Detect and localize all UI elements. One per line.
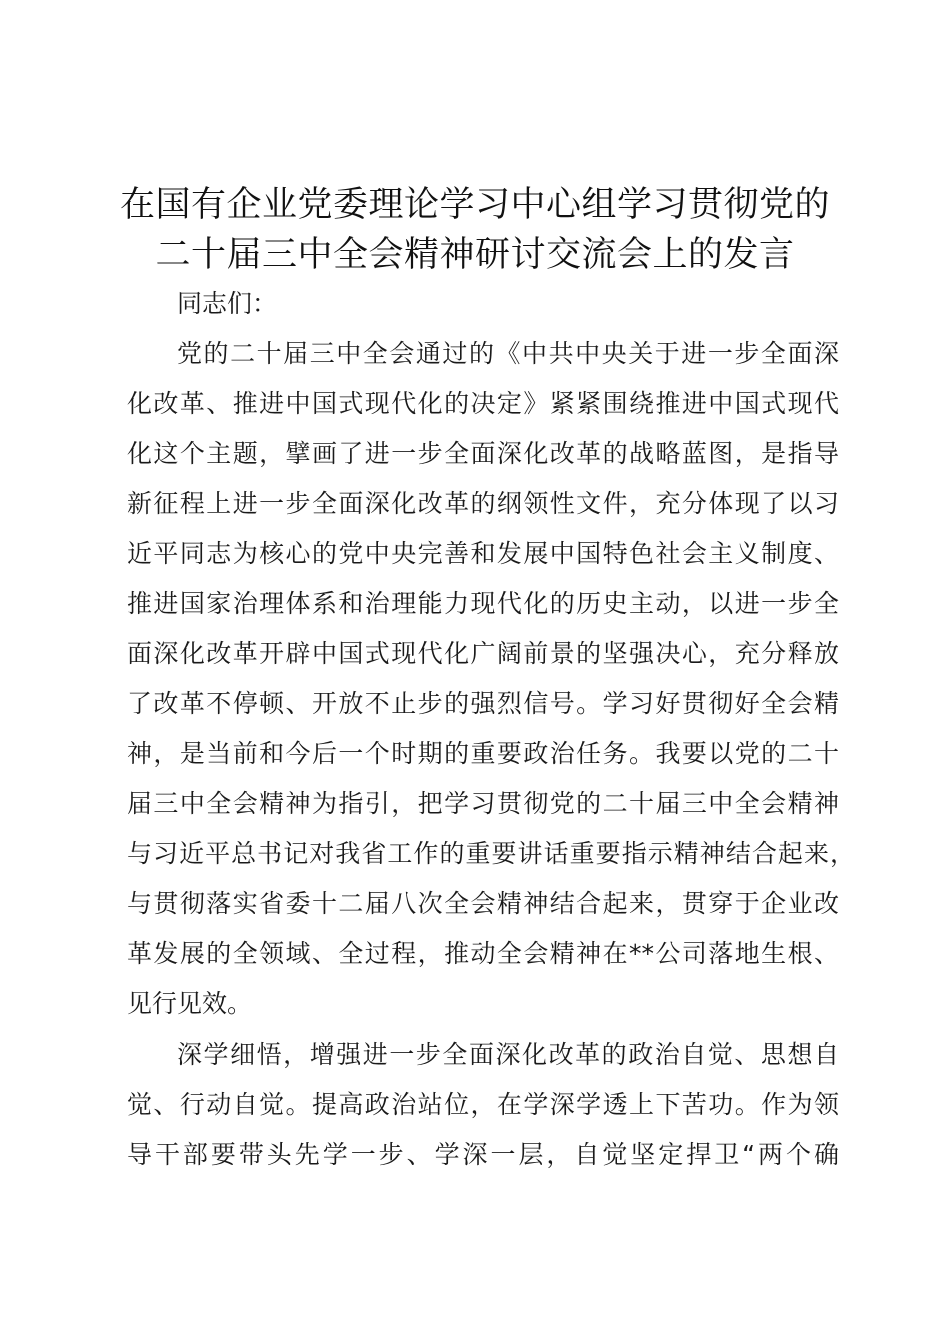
title-line-1: 在国有企业党委理论学习中心组学习贯彻党的 (119, 185, 830, 225)
paragraph-1-line: 近平同志为核心的党中央完善和发展中国特色社会主义制度、 (127, 539, 839, 568)
paragraph-2-line: 深学细悟，增强进一步全面深化改革的政治自觉、思想自 (177, 1040, 839, 1069)
paragraph-2-line: 觉、行动自觉。提高政治站位，在学深学透上下苦功。作为领 (127, 1090, 839, 1119)
paragraph-1-line: 党的二十届三中全会通过的《中共中央关于进一步全面深 (177, 339, 839, 368)
paragraph-1-line: 届三中全会精神为指引，把学习贯彻党的二十届三中全会精神 (127, 789, 839, 818)
paragraph-1-line: 新征程上进一步全面深化改革的纲领性文件，充分体现了以习 (127, 489, 839, 518)
document-title (100, 180, 850, 280)
paragraph-1-line: 革发展的全领域、全过程，推动全会精神在**公司落地生根、 (127, 939, 839, 968)
paragraph-2-line: 导干部要带头先学一步、学深一层，自觉坚定捍卫“两个确 (127, 1140, 839, 1169)
paragraph-1-line: 与贯彻落实省委十二届八次全会精神结合起来，贯穿于企业改 (127, 889, 839, 918)
paragraph-1-line: 与习近平总书记对我省工作的重要讲话重要指示精神结合起来， (127, 839, 855, 868)
paragraph-1-line: 化改革、推进中国式现代化的决定》紧紧围绕推进中国式现代 (127, 389, 839, 418)
paragraph-1-line: 神，是当前和今后一个时期的重要政治任务。我要以党的二十 (127, 739, 839, 768)
paragraph-1-line: 见行见效。 (127, 989, 253, 1018)
paragraph-1-line: 推进国家治理体系和治理能力现代化的历史主动，以进一步全 (127, 589, 839, 618)
title-line-2: 二十届三中全会精神研讨交流会上的发言 (155, 235, 795, 275)
paragraph-1-line: 面深化改革开辟中国式现代化广阔前景的坚强决心，充分释放 (127, 639, 839, 668)
paragraph-1-line: 化这个主题，擘画了进一步全面深化改革的战略蓝图，是指导 (127, 439, 839, 468)
paragraph-1-line: 了改革不停顿、开放不止步的强烈信号。学习好贯彻好全会精 (127, 689, 839, 718)
salutation: 同志们： (177, 289, 278, 318)
